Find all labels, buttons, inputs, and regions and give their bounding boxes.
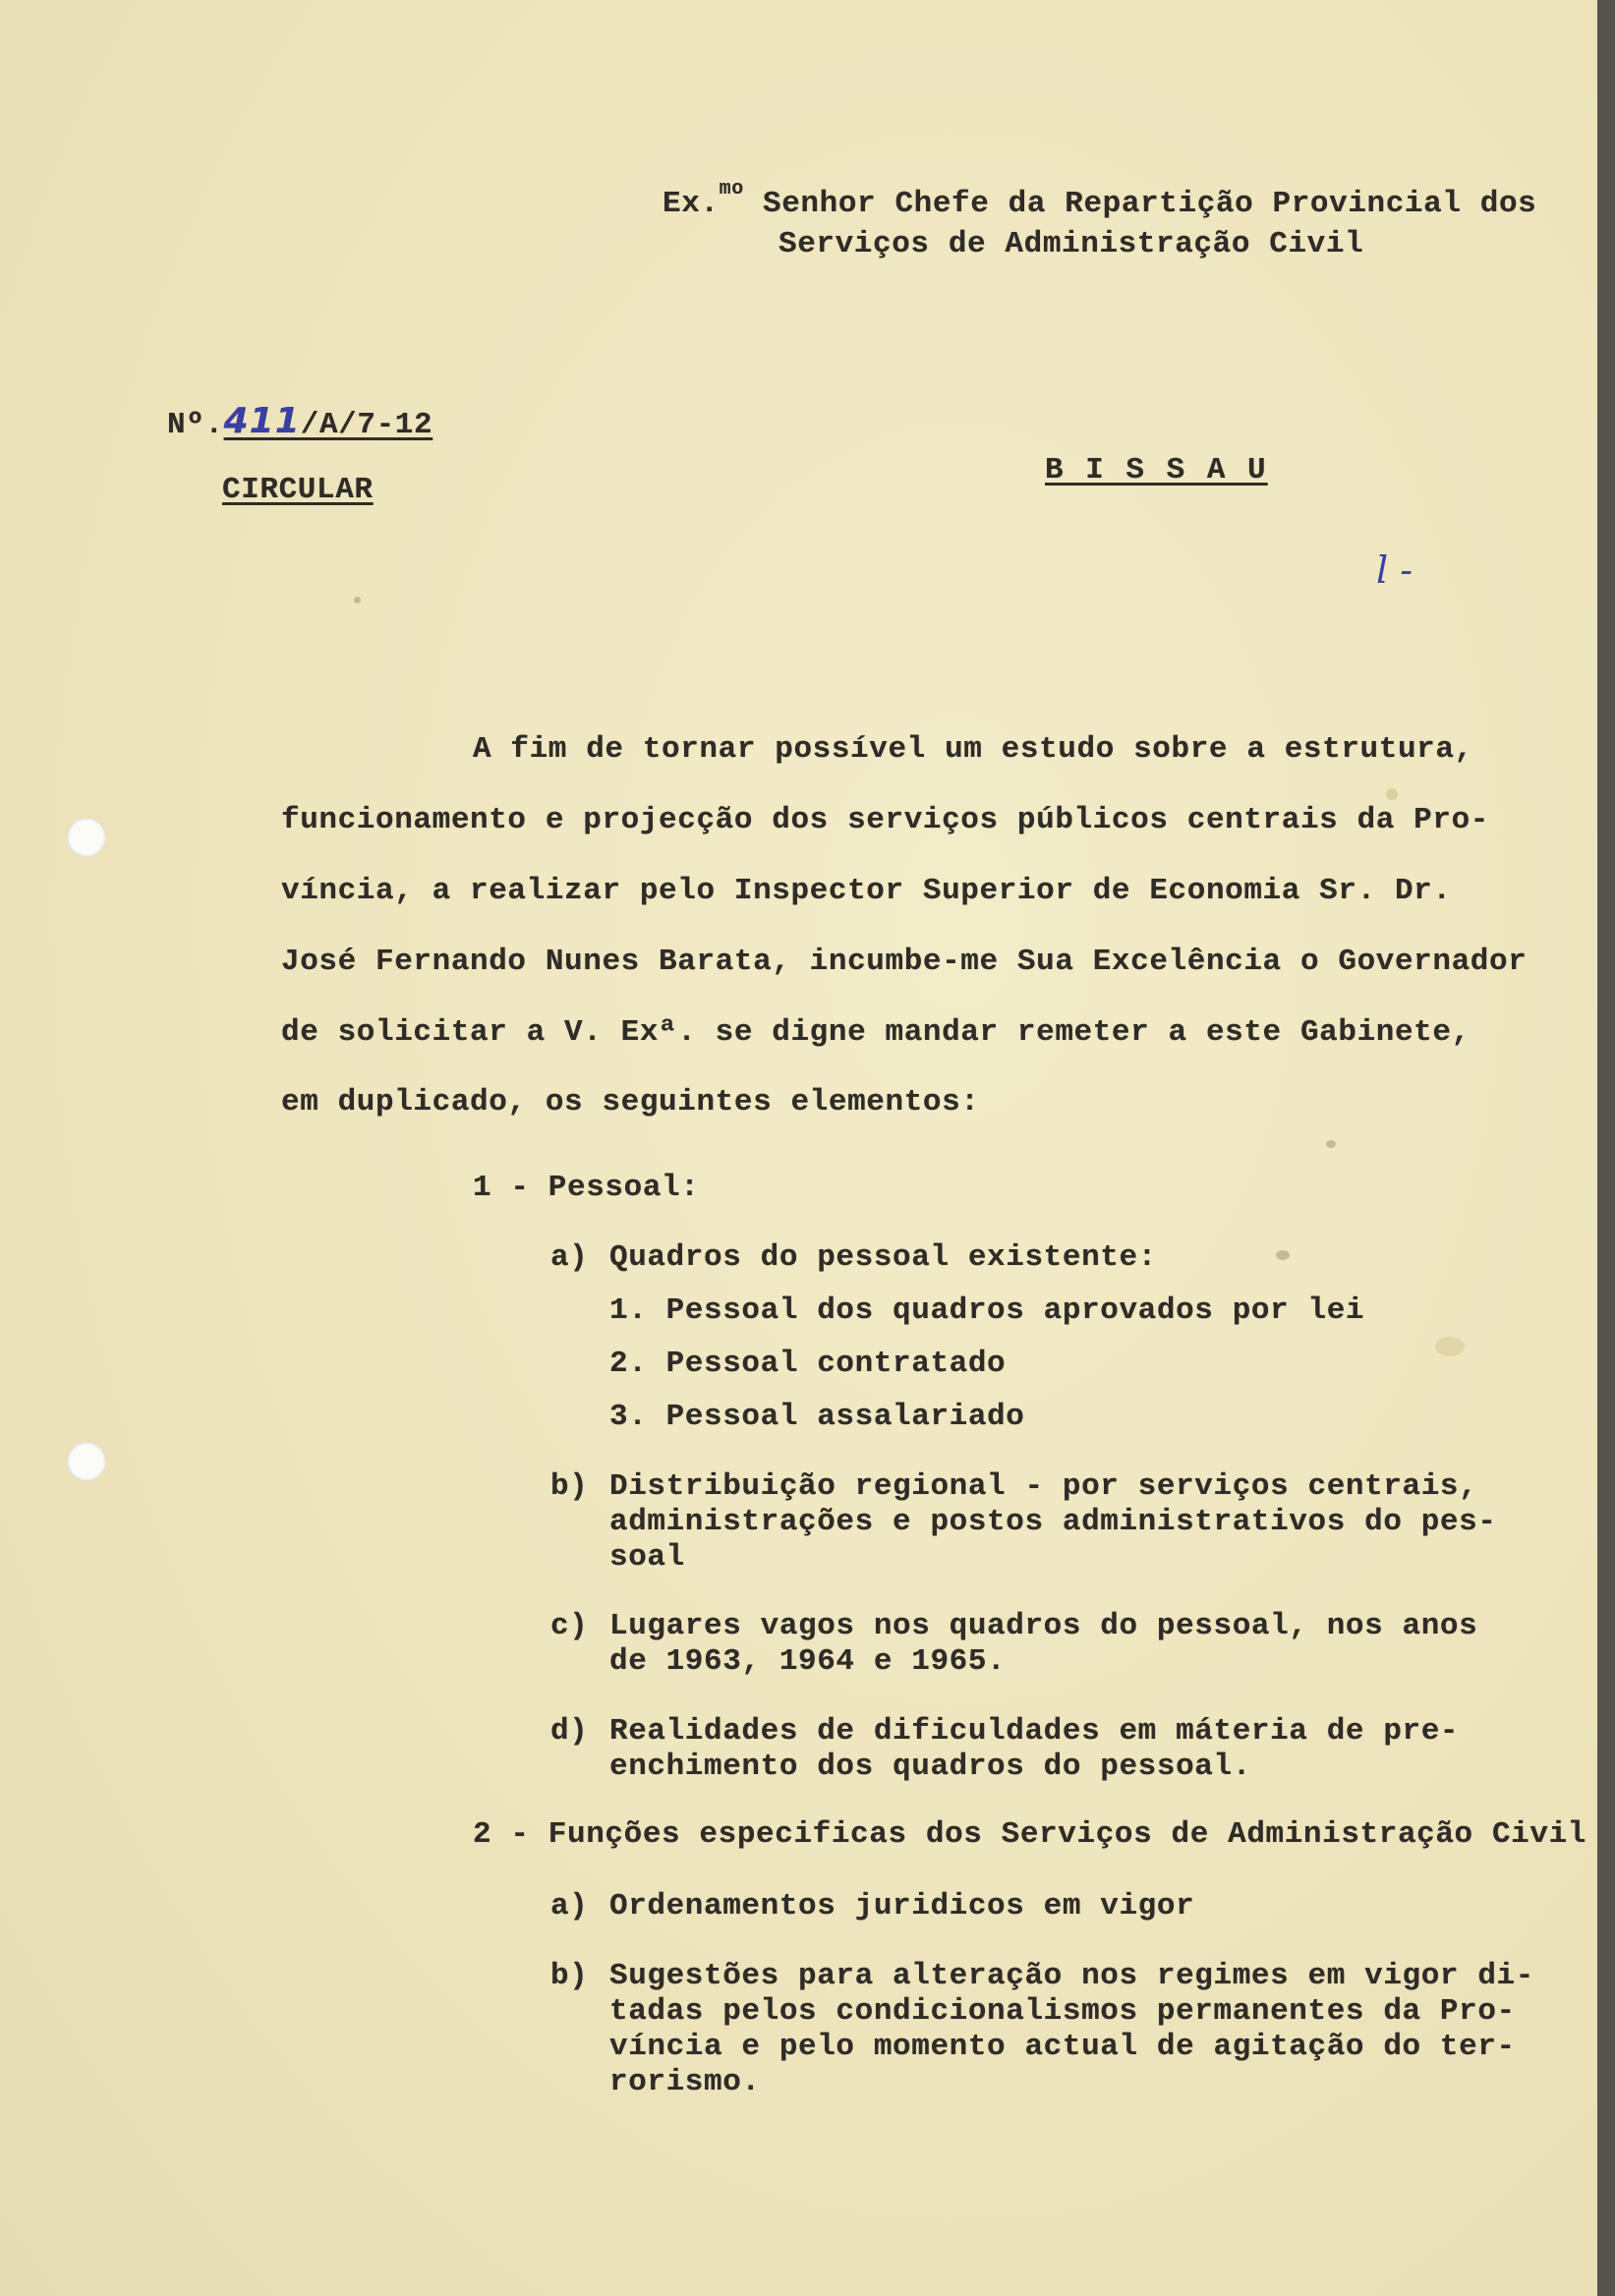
addressee-line-2: Serviços de Administração Civil — [779, 227, 1364, 261]
item-label: b) — [550, 1959, 589, 1993]
item-text: Lugares vagos nos quadros do pessoal, nos anos — [609, 1609, 1478, 1643]
item-label: c) — [550, 1609, 589, 1643]
item-label: b) — [550, 1469, 589, 1504]
section-1-heading: 1 - Pessoal: — [473, 1171, 700, 1205]
item-text: rorismo. — [609, 2065, 761, 2099]
intro-line: em duplicado, os seguintes elementos: — [281, 1085, 980, 1119]
intro-line: víncia, a realizar pelo Inspector Superior de Economia Sr. Dr. — [281, 874, 1452, 908]
sub-item: 3. Pessoal assalariado — [609, 1400, 1025, 1434]
item-label: a) — [550, 1889, 589, 1923]
item-text: de 1963, 1964 e 1965. — [609, 1644, 1007, 1679]
punch-hole-top — [67, 818, 106, 857]
item-text: administrações e postos administrativos do pes- — [609, 1505, 1497, 1539]
handwritten-number: 411 — [223, 401, 301, 441]
intro-line: A fim de tornar possível um estudo sobre a estrutura, — [473, 732, 1473, 767]
item-text: tadas pelos condicionalismos permanentes da Pro- — [609, 1994, 1516, 2029]
stain-spot — [354, 597, 361, 603]
addressee-line-1: Ex.$^{mo}$ Senhor Chefe da Repartição Provincial dos — [663, 178, 1537, 221]
section-2-heading: 2 - Funções especificas dos Serviços de Administração Civil — [473, 1817, 1586, 1852]
stain-spot — [1386, 788, 1398, 800]
sub-item: 2. Pessoal contratado — [609, 1347, 1007, 1381]
circular-label: CIRCULAR — [222, 473, 374, 507]
item-label: a) — [550, 1240, 589, 1275]
intro-line: de solicitar a V. Exª. se digne mandar remeter a este Gabinete, — [281, 1015, 1471, 1050]
item-text: enchimento dos quadros do pessoal. — [609, 1750, 1251, 1784]
item-text: soal — [609, 1540, 685, 1575]
item-text: Realidades de dificuldades em máteria de pre- — [609, 1714, 1460, 1749]
item-text: víncia e pelo momento actual de agitação do ter- — [609, 2030, 1516, 2064]
item-text: Sugestões para alteração nos regimes em vigor di- — [609, 1959, 1534, 1993]
item-text: Quadros do pessoal existente: — [609, 1240, 1157, 1275]
sub-item: 1. Pessoal dos quadros aprovados por lei — [609, 1293, 1365, 1328]
stain-spot — [1326, 1140, 1336, 1148]
stain-spot — [1435, 1337, 1465, 1356]
handwritten-initial: l - — [1376, 548, 1413, 592]
scan-edge — [1597, 0, 1615, 2296]
item-text: Ordenamentos juridicos em vigor — [609, 1889, 1195, 1923]
intro-line: funcionamento e projecção dos serviços públicos centrais da Pro- — [281, 803, 1489, 837]
reference-number: Nº.411/A/7-12 — [167, 401, 433, 442]
intro-line: José Fernando Nunes Barata, incumbe-me Sua Excelência o Governador — [281, 945, 1528, 979]
punch-hole-bottom — [67, 1442, 106, 1481]
item-label: d) — [550, 1714, 589, 1749]
stain-spot — [1276, 1250, 1290, 1260]
city-heading: B I S S A U — [1045, 453, 1268, 488]
item-text: Distribuição regional - por serviços centrais, — [609, 1469, 1478, 1504]
